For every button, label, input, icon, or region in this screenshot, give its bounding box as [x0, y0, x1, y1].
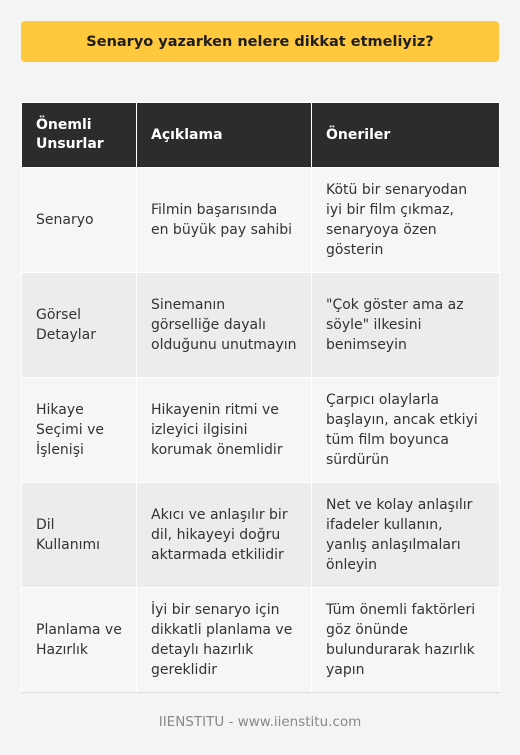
cell-element: Hikaye Seçimi ve İşlenişi [22, 378, 137, 483]
cell-element: Dil Kullanımı [22, 483, 137, 588]
cell-suggestion: "Çok göster ama az söyle" ilkesini benimseyin [312, 273, 500, 378]
cell-description: İyi bir senaryo için dikkatli planlama ve detaylı hazırlık gereklidir [137, 588, 312, 693]
table-row [22, 168, 500, 273]
page-title: Senaryo yazarken nelere dikkat etmeliyiz? [86, 33, 434, 50]
cell-suggestion: Kötü bir senaryodan iyi bir film çıkmaz, senaryoya özen gösterin [312, 168, 500, 273]
cell-element: Görsel Detaylar [22, 273, 137, 378]
cell-description: Hikayenin ritmi ve izleyici ilgisini korumak önemlidir [137, 378, 312, 483]
cell-description: Akıcı ve anlaşılır bir dil, hikayeyi doğru aktarmada etkilidir [137, 483, 312, 588]
content-table [21, 102, 500, 693]
table-header-row [22, 103, 500, 168]
cell-suggestion: Tüm önemli faktörleri göz önünde bulundurarak hazırlık yapın [312, 588, 500, 693]
cell-suggestion: Çarpıcı olaylarla başlayın, ancak etkiyi tüm film boyunca sürdürün [312, 378, 500, 483]
header-important-elements: Önemli Unsurlar [22, 103, 137, 168]
cell-element: Planlama ve Hazırlık [22, 588, 137, 693]
table-row [22, 378, 500, 483]
table-row [22, 483, 500, 588]
cell-description: Sinemanın görselliğe dayalı olduğunu unutmayın [137, 273, 312, 378]
cell-suggestion: Net ve kolay anlaşılır ifadeler kullanın, yanlış anlaşılmaları önleyin [312, 483, 500, 588]
table-row [22, 588, 500, 693]
cell-description: Filmin başarısında en büyük pay sahibi [137, 168, 312, 273]
title-banner [21, 21, 499, 62]
table-row [22, 273, 500, 378]
footer-credit: IIENSTITU - www.iienstitu.com [158, 714, 362, 730]
header-description: Açıklama [137, 103, 312, 168]
cell-element: Senaryo [22, 168, 137, 273]
header-suggestions: Öneriler [312, 103, 500, 168]
